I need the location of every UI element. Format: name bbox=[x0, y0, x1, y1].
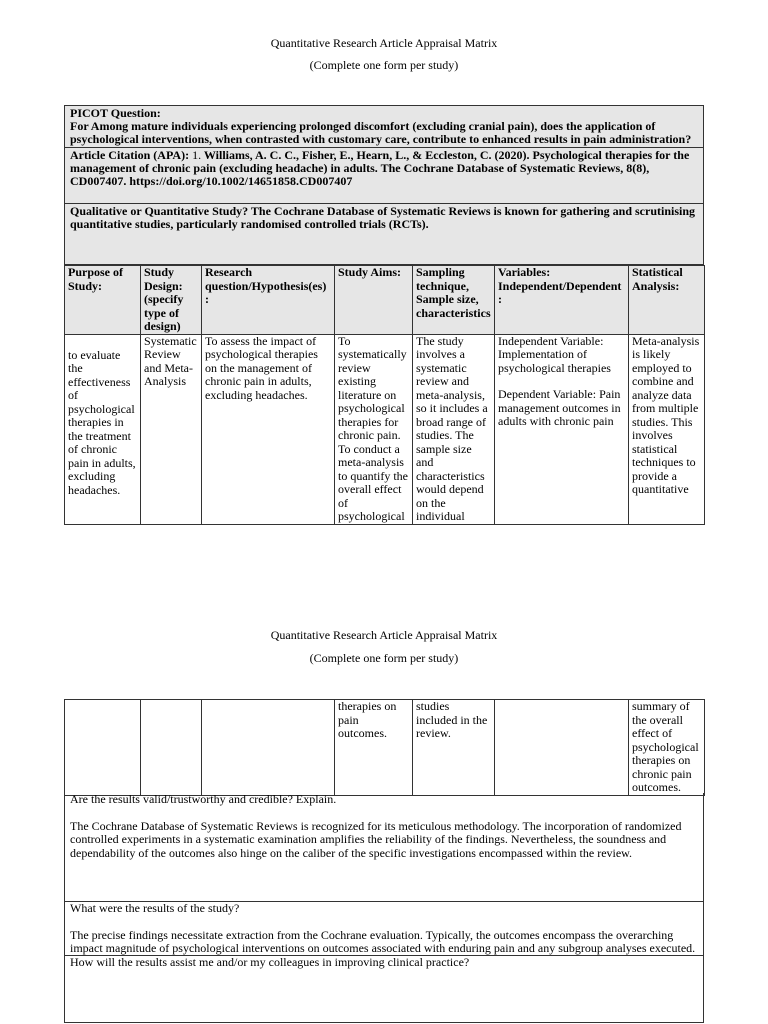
header-sampling: Sampling technique, Sample size, characteristics bbox=[413, 266, 495, 335]
cont-cell-design bbox=[141, 700, 202, 796]
cont-cell-aims: therapies on pain outcomes. bbox=[335, 700, 413, 796]
citation-section bbox=[65, 148, 703, 204]
cont-cell-research-question bbox=[202, 700, 335, 796]
header-research-question: Research question/Hypothesis(es) : bbox=[202, 266, 335, 335]
qual-quant-text: Qualitative or Quantitative Study? The Cochrane Database of Systematic Reviews is known for gathering and scrutinising quantitative studies, particularly randomised controlled trials (RCTs). bbox=[70, 204, 696, 231]
page2-title: Quantitative Research Article Appraisal Matrix bbox=[270, 628, 498, 642]
cont-cell-purpose bbox=[65, 700, 141, 796]
results-section bbox=[64, 902, 704, 956]
cont-cell-variables bbox=[495, 700, 629, 796]
matrix-table-page2 bbox=[64, 699, 704, 796]
cell-purpose: to evaluate the effectiveness of psychological therapies in the treatment of chronic pain in adults, excluding headaches. bbox=[65, 334, 141, 524]
matrix-table-page1 bbox=[64, 265, 704, 525]
matrix-continued-row bbox=[65, 700, 705, 796]
cont-cell-sampling: studies included in the review. bbox=[413, 700, 495, 796]
citation-text: Williams, A. C. C., Fisher, E., Hearn, L., & Eccleston, C. (2020). Psychological therapies for the management of chronic pain (excluding headache) in adults. The Cochrane Database of Systematic Reviews, 8(8), CD007407. https://doi.org/10.1002/14651858.CD007407 bbox=[70, 148, 690, 188]
validity-answer: The Cochrane Database of Systematic Reviews is recognized for its meticulous methodology. The incorporation of randomized controlled experiments in a systematic examination amplifies the reliability of the findings. Nevertheless, the soundness and dependability of the outcomes also hinge on the caliber of the specific investigations encompassed within the review. bbox=[70, 818, 682, 860]
header-design: Study Design: (specify type of design) bbox=[141, 266, 202, 335]
header-variables: Variables: Independent/Dependent : bbox=[495, 266, 629, 335]
page1-title: Quantitative Research Article Appraisal Matrix bbox=[270, 36, 498, 50]
clinical-practice-section bbox=[64, 956, 704, 1023]
cont-cell-statistical: summary of the overall effect of psychological therapies on chronic pain outcomes. bbox=[629, 700, 705, 796]
picot-section bbox=[65, 106, 703, 148]
header-aims: Study Aims: bbox=[335, 266, 413, 335]
dependent-variable: Dependent Variable: Pain management outcomes in adults with chronic pain bbox=[498, 387, 621, 428]
validity-question: Are the results valid/trustworthy and credible? Explain. bbox=[70, 793, 337, 806]
results-question: What were the results of the study? bbox=[70, 902, 240, 915]
citation-number: 1. bbox=[192, 148, 202, 162]
cell-design: Systematic Review and Meta-Analysis bbox=[141, 334, 202, 524]
qual-quant-section bbox=[65, 204, 703, 231]
picot-question: For Among mature individuals experiencing prolonged discomfort (excluding cranial pain), does the application of psychological interventions, when contrasted with customary care, contribute to enhanced results in pain administration? bbox=[70, 119, 692, 146]
page1-subtitle: (Complete one form per study) bbox=[309, 58, 459, 72]
cell-research-question: To assess the impact of psychological therapies on the management of chronic pain in adults, excluding headaches. bbox=[202, 334, 335, 524]
picot-label: PICOT Question: bbox=[70, 106, 161, 120]
header-purpose: Purpose of Study: bbox=[65, 266, 141, 335]
results-answer: The precise findings necessitate extraction from the Cochrane evaluation. Typically, the outcomes encompass the overarching impact magnitude of psychological interventions on outcomes associated with enduring pain and any subgroup analyses executed. bbox=[70, 927, 696, 955]
matrix-header-row bbox=[65, 266, 705, 335]
page2-subtitle: (Complete one form per study) bbox=[309, 651, 459, 665]
independent-variable: Independent Variable: Implementation of psychological therapies bbox=[498, 334, 611, 375]
cell-sampling: The study involves a systematic review and meta-analysis, so it includes a broad range of studies. The sample size and characteristics would depend on the individual bbox=[413, 334, 495, 524]
matrix-data-row bbox=[65, 334, 705, 524]
validity-section bbox=[64, 793, 704, 902]
cell-statistical: Meta-analysis is likely employed to combine and analyze data from multiple studies. This involves statistical techniques to provide a quantitative bbox=[629, 334, 705, 524]
header-statistical: Statistical Analysis: bbox=[629, 266, 705, 335]
cell-variables bbox=[495, 334, 629, 524]
cell-aims: To systematically review existing literature on psychological therapies for chronic pain. To conduct a meta-analysis to quantify the overall effect of psychological bbox=[335, 334, 413, 524]
clinical-practice-question: How will the results assist me and/or my colleagues in improving clinical practice? bbox=[70, 956, 470, 969]
picot-box bbox=[64, 105, 704, 265]
citation-label: Article Citation (APA): bbox=[70, 148, 190, 162]
